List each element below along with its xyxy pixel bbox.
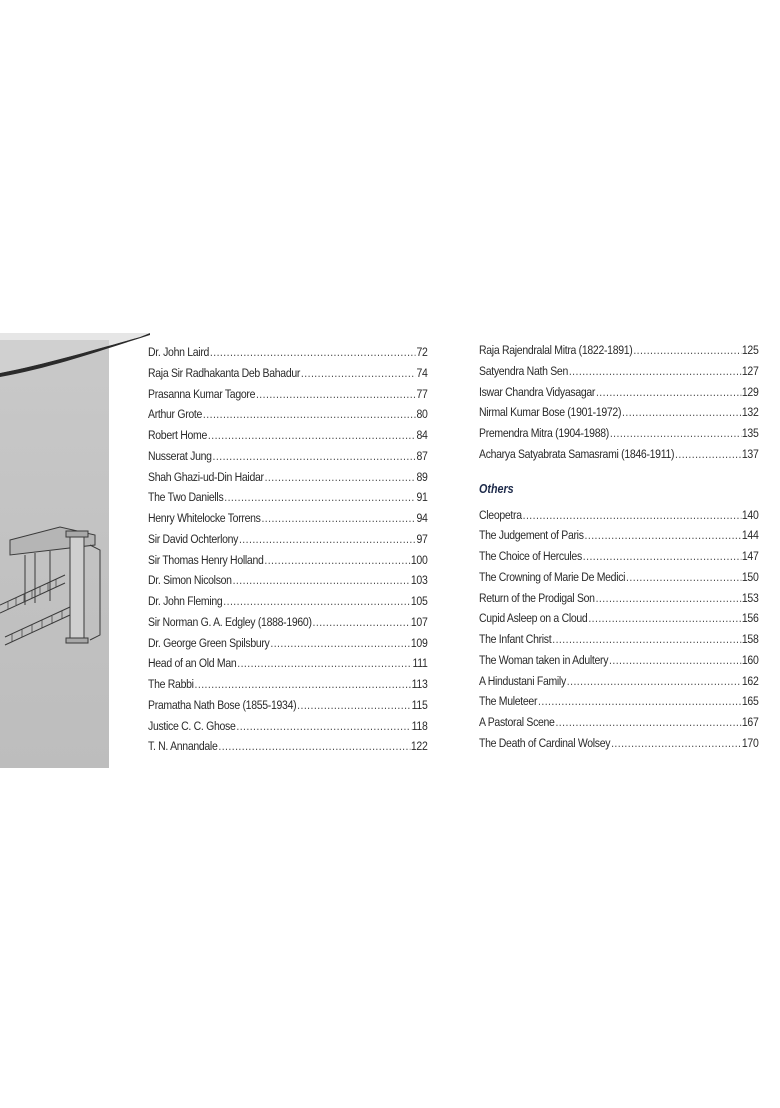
toc-entry-page: 165	[741, 694, 759, 709]
toc-entry	[148, 366, 428, 387]
dot-leader	[208, 428, 416, 442]
toc-entry-page: 150	[741, 569, 759, 584]
dot-leader	[261, 511, 415, 525]
dot-leader	[538, 694, 741, 708]
dot-leader	[567, 674, 741, 688]
toc-entry	[479, 528, 759, 549]
decorative-swoosh-curve	[0, 333, 150, 383]
toc-entry	[479, 343, 759, 364]
toc-entry	[148, 594, 428, 615]
toc-entry-title: Shah Ghazi-ud-Din Haidar	[148, 469, 264, 484]
toc-entry-title: Prasanna Kumar Tagore	[148, 386, 256, 401]
dot-leader	[218, 739, 410, 753]
toc-entry	[479, 736, 759, 757]
toc-entry-page: 162	[741, 673, 759, 688]
toc-entry-page: 135	[741, 426, 759, 440]
dot-leader	[301, 366, 416, 380]
toc-entry-page: 77	[416, 386, 428, 401]
toc-entry-title: Sir Norman G. A. Edgley (1888-1960)	[148, 614, 312, 629]
toc-entry	[148, 719, 428, 740]
toc-entry-title: Head of an Old Man	[148, 656, 237, 671]
toc-entry-page: 107	[410, 614, 428, 629]
dot-leader	[555, 715, 741, 729]
toc-entry-title: Arthur Grote	[148, 407, 203, 422]
dot-leader	[523, 508, 741, 522]
toc-entry-page: 105	[410, 594, 428, 608]
toc-entry	[479, 632, 759, 653]
dot-leader	[210, 345, 416, 359]
toc-entry-page: 109	[410, 635, 428, 650]
toc-entry-page: 118	[411, 718, 428, 733]
toc-entry-page: 160	[741, 652, 759, 667]
dot-leader	[626, 570, 741, 584]
toc-entry-page: 170	[741, 735, 759, 750]
dot-leader	[609, 653, 741, 667]
toc-entry	[479, 549, 759, 570]
toc-entry	[148, 615, 428, 636]
toc-entry-page: 167	[741, 715, 759, 729]
toc-entry-title: Cleopetra	[479, 507, 522, 522]
dot-leader	[236, 719, 410, 733]
toc-entry-page: 125	[741, 343, 759, 357]
toc-entry	[148, 532, 428, 553]
toc-entry-title: The Rabbi	[148, 677, 194, 691]
toc-entry-title: Iswar Chandra Vidyasagar	[479, 384, 596, 399]
toc-entry	[148, 470, 428, 491]
dot-leader	[313, 615, 411, 629]
toc-entry	[479, 385, 759, 406]
toc-entry-page: 129	[741, 384, 759, 399]
toc-entry-page: 72	[416, 345, 428, 359]
toc-entry-title: Dr. Simon Nicolson	[148, 573, 232, 588]
toc-entry	[479, 674, 759, 695]
toc-entry	[479, 653, 759, 674]
toc-entry-title: Nusserat Jung	[148, 448, 212, 463]
toc-entry	[148, 449, 428, 470]
toc-entry-title: A Hindustani Family	[479, 673, 566, 688]
toc-entry-title: Justice C. C. Ghose	[148, 718, 236, 733]
dot-leader	[569, 364, 741, 378]
toc-entry-title: Sir David Ochterlony	[148, 531, 239, 546]
toc-entry-title: Robert Home	[148, 428, 208, 442]
dot-leader	[237, 656, 411, 670]
toc-entry-page: 80	[416, 407, 428, 422]
toc-entry	[148, 387, 428, 408]
toc-entry	[479, 715, 759, 736]
dot-leader	[588, 611, 741, 625]
toc-entry	[479, 405, 759, 426]
toc-entry	[148, 428, 428, 449]
toc-entry-page: 113	[411, 677, 428, 691]
toc-entry-title: Premendra Mitra (1904-1988)	[479, 426, 609, 440]
dot-leader	[195, 677, 411, 691]
toc-entry	[148, 407, 428, 428]
toc-entry-page: 94	[416, 511, 428, 525]
dot-leader	[583, 549, 741, 563]
toc-entry	[479, 611, 759, 632]
toc-entry	[148, 636, 428, 657]
toc-entry	[148, 677, 428, 698]
toc-entry	[479, 447, 759, 468]
toc-entry-page: 132	[741, 405, 759, 420]
staircase-illustration-icon	[0, 505, 106, 655]
dot-leader	[213, 449, 416, 463]
toc-entry-page: 140	[741, 507, 759, 522]
toc-entry-title: Nirmal Kumar Bose (1901-1972)	[479, 405, 622, 420]
toc-entry-title: The Judgement of Paris	[479, 528, 584, 543]
toc-entry	[148, 490, 428, 511]
toc-entry-page: 89	[416, 469, 428, 484]
toc-entry-title: Dr. John Fleming	[148, 594, 223, 608]
toc-entry-page: 115	[411, 697, 428, 712]
toc-entry-title: Dr. George Green Spilsbury	[148, 635, 270, 650]
toc-entry-page: 158	[741, 632, 759, 646]
toc-entry	[148, 656, 428, 677]
dot-leader	[203, 407, 416, 421]
toc-entry	[479, 570, 759, 591]
toc-entry-title: Sir Thomas Henry Holland	[148, 552, 264, 567]
toc-entry-title: The Crowning of Marie De Medici	[479, 569, 626, 584]
toc-entry-title: The Choice of Hercules	[479, 549, 582, 563]
section-heading-others: Others	[479, 481, 514, 496]
toc-entry-page: 91	[416, 490, 428, 505]
dot-leader	[585, 528, 742, 542]
toc-entry	[148, 511, 428, 532]
toc-entry-page: 97	[416, 531, 428, 546]
toc-entry-title: Return of the Prodigal Son	[479, 590, 595, 605]
dot-leader	[675, 447, 741, 461]
toc-entry-page: 127	[741, 363, 759, 378]
toc-entry-page: 144	[741, 528, 759, 543]
toc-entry	[479, 694, 759, 715]
toc-entry-page: 103	[410, 573, 428, 588]
dot-leader	[610, 426, 741, 440]
toc-entry-title: T. N. Annandale	[148, 739, 218, 754]
toc-entry	[148, 553, 428, 574]
toc-entry-title: Pramatha Nath Bose (1855-1934)	[148, 697, 297, 712]
toc-entry-page: 84	[416, 428, 428, 442]
dot-leader	[239, 532, 416, 546]
dot-leader	[270, 636, 410, 650]
toc-entry-title: The Death of Cardinal Wolsey	[479, 735, 611, 750]
toc-entry	[479, 364, 759, 385]
toc-entry	[148, 573, 428, 594]
toc-entry-title: The Infant Christ	[479, 632, 552, 646]
dot-leader	[233, 573, 410, 587]
toc-entry-title: Henry Whitelocke Torrens	[148, 511, 261, 525]
toc-entry-page: 156	[741, 611, 759, 626]
toc-entry-page: 137	[741, 446, 759, 461]
toc-entry-title: Cupid Asleep on a Cloud	[479, 611, 588, 626]
toc-entry-title: Satyendra Nath Sen	[479, 363, 568, 378]
toc-entry-title: The Woman taken in Adultery	[479, 652, 609, 667]
dot-leader	[297, 698, 411, 712]
dot-leader	[596, 591, 741, 605]
dot-leader	[552, 632, 741, 646]
dot-leader	[256, 387, 416, 401]
toc-entry	[479, 508, 759, 529]
toc-entry-page: 122	[410, 739, 428, 754]
dot-leader	[611, 736, 741, 750]
toc-entry	[479, 591, 759, 612]
toc-entry-title: The Muleteer	[479, 694, 538, 709]
toc-entry-title: Dr. John Laird	[148, 345, 210, 359]
toc-entry-page: 147	[741, 549, 759, 563]
toc-entry-title: Raja Sir Radhakanta Deb Bahadur	[148, 365, 301, 380]
toc-entry-page: 153	[741, 590, 759, 605]
dot-leader	[224, 490, 415, 504]
toc-entry-page: 111	[412, 656, 428, 671]
toc-entry-page: 100	[410, 552, 428, 567]
toc-entry-title: Acharya Satyabrata Samasrami (1846-1911)	[479, 446, 675, 461]
toc-entry-title: A Pastoral Scene	[479, 715, 555, 729]
toc-entry	[148, 698, 428, 719]
toc-entry	[479, 426, 759, 447]
toc-left-column	[148, 345, 428, 760]
toc-entry	[148, 345, 428, 366]
toc-entry-page: 87	[416, 448, 428, 463]
dot-leader	[223, 594, 410, 608]
dot-leader	[264, 553, 410, 567]
toc-entry	[148, 739, 428, 760]
toc-entry-title: Raja Rajendralal Mitra (1822-1891)	[479, 343, 633, 357]
toc-right-column	[479, 343, 759, 757]
toc-entry-page: 74	[416, 365, 428, 380]
toc-entry-title: The Two Daniells	[148, 490, 224, 505]
dot-leader	[265, 470, 416, 484]
dot-leader	[596, 385, 741, 399]
dot-leader	[633, 343, 741, 357]
dot-leader	[622, 405, 741, 419]
